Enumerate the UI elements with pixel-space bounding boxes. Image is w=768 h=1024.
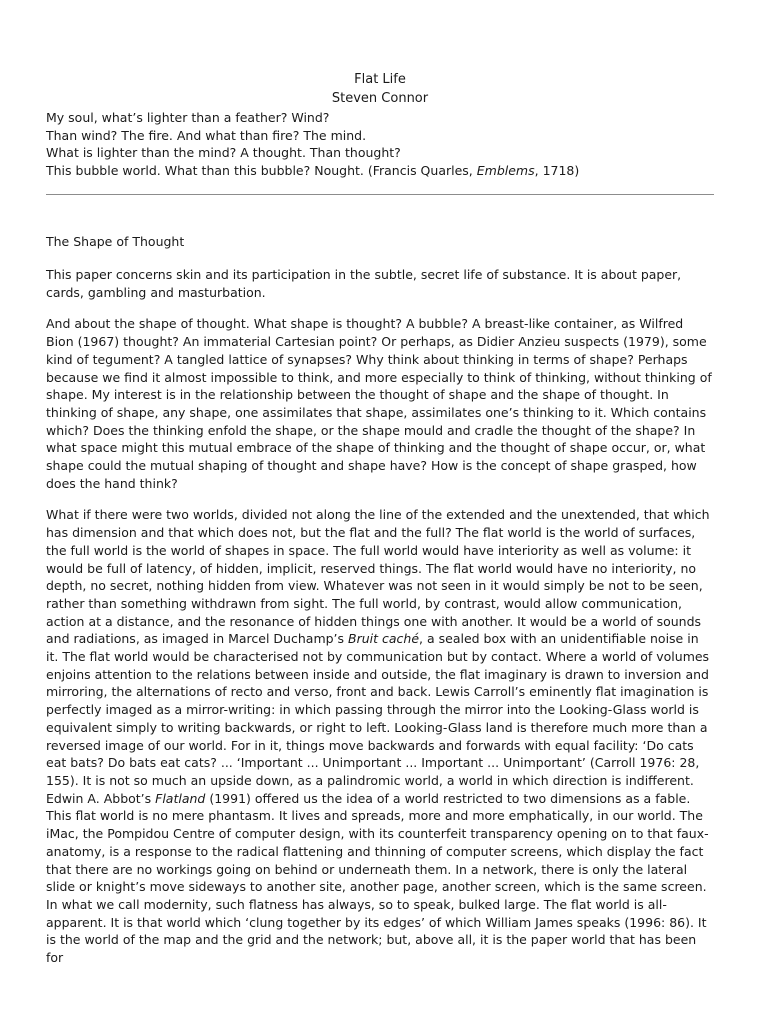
paragraph-text: (1991) offered us the idea of a world restricted to two dimensions as a fable. This flat world is no mere phantasm. It lives and spreads, more and more emphatically, in our world. The iMac, the Pompidou Centre of computer design, with its counterfeit transparency opening on to that faux-anatomy, is a response to the radical flattening and thinning of computer screens, which display the fact that there are no workings going on behind or underneath them. In a network, there is only the lateral slide or knight’s move sideways to another site, another page, another screen, which is the same screen.: [46, 790, 709, 895]
epigraph-line: [46, 162, 714, 180]
title-block: [46, 70, 714, 108]
section-heading: The Shape of Thought: [46, 234, 185, 249]
epigraph-text: , 1718): [534, 162, 580, 178]
book-title: Flatland: [155, 790, 206, 806]
epigraph-text: This bubble world. What than this bubble? Nought. (Francis Quarles,: [46, 162, 477, 178]
body-paragraph: This paper concerns skin and its participation in the subtle, secret life of substance. It is about paper, cards, gambling and masturbation.: [46, 267, 682, 300]
epigraph-line: My soul, what’s lighter than a feather? Wind?: [46, 110, 330, 125]
body-paragraph: In what we call modernity, such flatness has always, so to speak, bulked large. The flat world is all-apparent. It is that world which ‘clung together by its edges’ of which William James speaks (1996: 86). It is the world of the map and the grid and the network; but, above all, it is the paper world that has been for: [46, 896, 707, 966]
paragraph-text: , a sealed box with an unidentifiable noise in it. The flat world would be characterised not by communication but by contact. Where a world of volumes enjoins attention to the relations between inside and outside, the flat imaginary is drawn to inversion and mirroring, the alternations of recto and verso, front and back. Lewis Carroll’s eminently flat imagination is perfectly imaged as a mirror-writing: in which passing through the mirror into the Looking-Glass world is equivalent simply to writing backwards, or right to left. Looking-Glass land is therefore much more than a reversed image of our world. For in it, things move backwards and forwards with equal facility: ‘Do cats eat bats? Do bats eat cats? ... ‘Important ... Unimportant ... Important ... Unimportant’ (Carroll 1976: 28, 155). It is not so much an upside down, as a palindromic world, a world in which direction is indifferent.: [46, 631, 710, 788]
document-title: Flat Life: [354, 72, 406, 87]
document-author: Steven Connor: [331, 91, 429, 106]
paragraph-text: What if there were two worlds, divided not along the line of the extended and the unextended, that which has dimension and that which does not, but the flat and the full? The flat world is the world of surfaces, the full world is the world of shapes in space. The full world would have interiority as well as volume: it would be full of latency, of hidden, implicit, reserved things. The flat world would have no interiority, no depth, no secret, nothing hidden from view. Whatever was not seen in it would simply be not to be seen, rather than something withdrawn from sight. The full world, by contrast, would allow communication, action at a distance, and the resonance of hidden things one with another. It would be a world of sounds and radiations, as imaged in Marcel Duchamp’s: [46, 507, 710, 647]
horizontal-divider: [46, 194, 714, 195]
epigraph-line: Than wind? The fire. And what than fire? The mind.: [46, 127, 367, 143]
epigraph: [46, 109, 714, 179]
artwork-title: Bruit caché: [348, 631, 420, 647]
epigraph-source-title: Emblems: [476, 162, 535, 178]
body-paragraph: And about the shape of thought. What shape is thought? A bubble? A breast-like container, as Wilfred Bion (1967) thought? An immaterial Cartesian point? Or perhaps, as Didier Anzieu suspects (1979), some kind of tegument? A tangled lattice of synapses? Why think about thinking in terms of shape? Perhaps because we find it almost impossible to think, and more especially to think of thinking, without thinking of shape. My interest is in the relationship between the thought of shape and the shape of thought. In thinking of shape, any shape, one assimilates that shape, assimilates one’s thinking to it. Which contains which? Does the thinking enfold the shape, or the shape mould and cradle the thought of the shape? In what space might this mutual embrace of the shape of thinking and the thought of shape occur, or, what shape could the mutual shaping of thought and shape have? How is the concept of shape grasped, how does the hand think?: [46, 316, 712, 491]
epigraph-line: What is lighter than the mind? A thought. Than thought?: [46, 145, 401, 160]
body-paragraph: [46, 790, 714, 896]
body-paragraph: [46, 506, 714, 789]
document-page: [46, 70, 714, 967]
paragraph-text: Edwin A. Abbot’s: [46, 790, 156, 806]
